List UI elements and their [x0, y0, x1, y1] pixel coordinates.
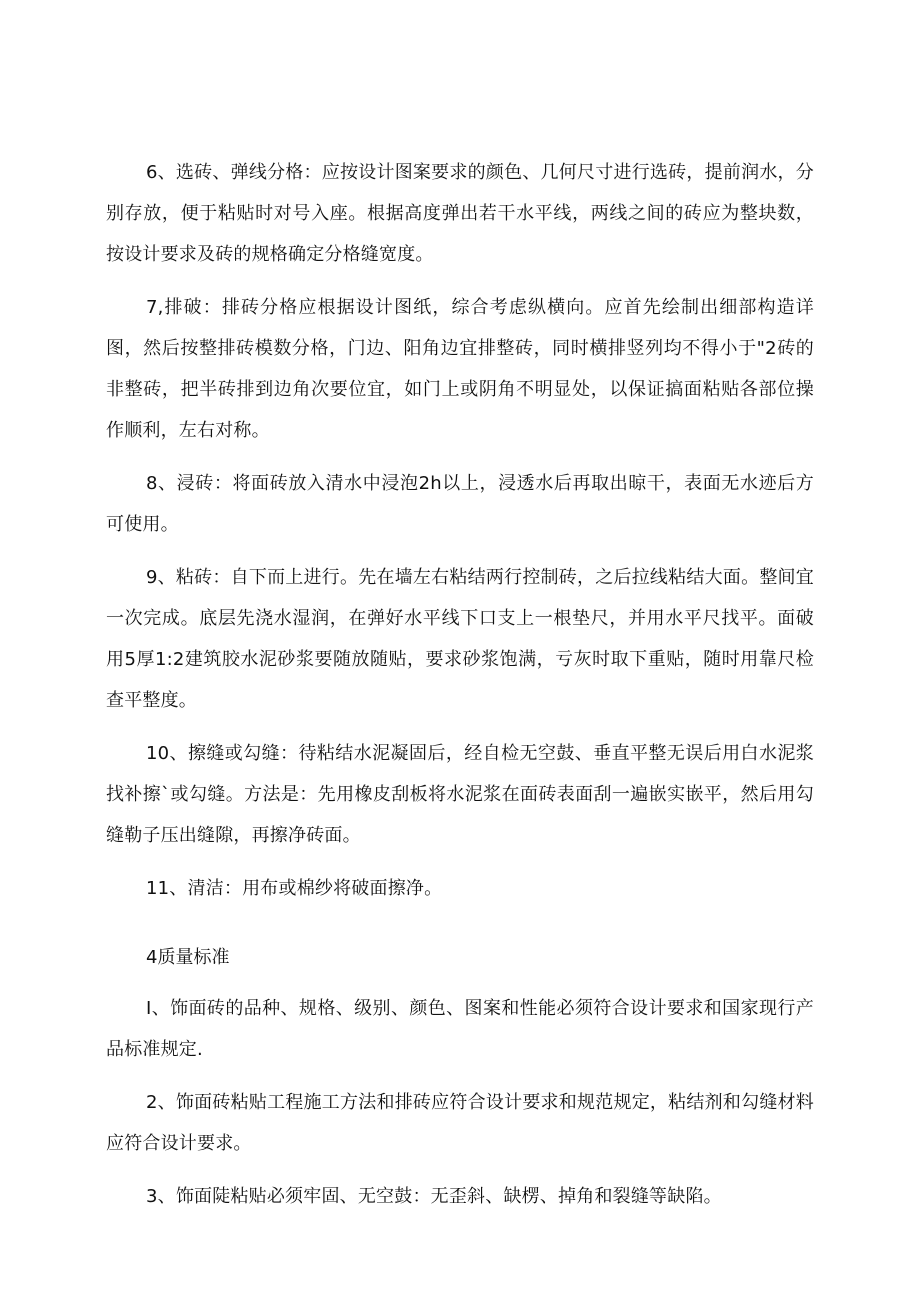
paragraph-step-11: 11、清洁：用布或棉纱将破面擦净。	[146, 878, 443, 899]
paragraph-standard-1: I、饰面砖的品种、规格、级别、颜色、图案和性能必须符合设计要求和国家现行产品标准规定.	[106, 998, 814, 1060]
paragraph-standard-2: 2、饰面砖粘贴工程施工方法和排砖应符合设计要求和规范规定，粘结剂和勾缝材料应符合设计要求。	[106, 1092, 814, 1154]
paragraph-step-8: 8、浸砖：将面砖放入清水中浸泡2h以上，浸透水后再取出晾干，表面无水迹后方可使用。	[106, 473, 814, 535]
paragraph-standard-3: 3、饰面陡粘贴必须牢固、无空鼓：无歪斜、缺楞、掉角和裂缝等缺陷。	[146, 1186, 722, 1207]
paragraph-step-6: 6、选砖、弹线分格：应按设计图案要求的颜色、几何尺寸进行选砖，提前润水，分别存放，便于粘贴时对号入座。根据高度弹出若干水平线，两线之间的砖应为整块数，按设计要求及砖的规格确定分格缝宽度。	[106, 162, 814, 265]
paragraph-step-9: 9、粘砖：自下而上进行。先在墙左右粘结两行控制砖，之后拉线粘结大面。整间宜一次完成。底层先浇水湿润，在弹好水平线下口支上一根垫尺，并用水平尺找平。面破用5厚1:2建筑胶水泥砂浆要随放随贴，要求砂浆饱满，亏灰时取下重贴，随时用靠尺检查平整度。	[106, 567, 814, 711]
document-body	[106, 152, 814, 1229]
paragraph-step-10: 10、擦缝或勾缝：待粘结水泥凝固后，经自检无空鼓、垂直平整无误后用白水泥浆找补擦`或勾缝。方法是：先用橡皮刮板将水泥浆在面砖表面刮一遍嵌实嵌平，然后用勾缝勒子压出缝隙，再擦净砖面。	[106, 743, 814, 846]
paragraph-step-7: 7,排破：排砖分格应根据设计图纸，综合考虑纵横向。应首先绘制出细部构造详图，然后按整排砖模数分格，门边、阳角边宜排整砖，同时横排竖列均不得小于"2砖的非整砖，把半砖排到边角次要位宜，如门上或阴角不明显处，以保证搞面粘贴各部位操作顺利，左右对称。	[106, 297, 814, 441]
section-heading-quality-standard: 4质量标准	[146, 947, 230, 968]
